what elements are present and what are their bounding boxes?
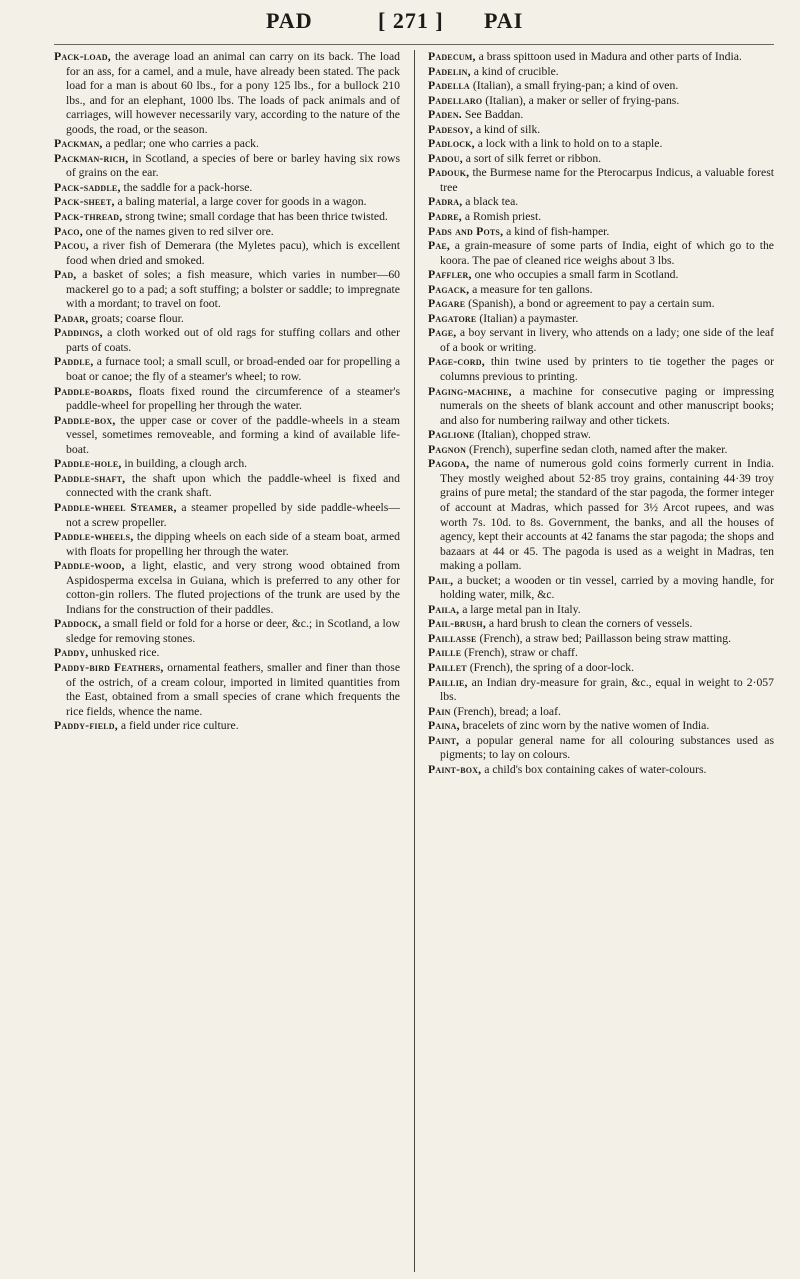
dictionary-entry	[54, 501, 400, 530]
entry-definition: a hard brush to clean the corners of vessels.	[488, 617, 693, 631]
entry-headword: Paina,	[428, 719, 460, 733]
entry-headword: Padar,	[54, 311, 89, 325]
entry-headword: Pain	[428, 704, 451, 718]
entry-headword: Paddle-wheels,	[54, 530, 134, 544]
dictionary-entry	[54, 414, 400, 458]
entry-headword: Page-cord,	[428, 355, 485, 369]
entry-definition: (French), the spring of a door-lock.	[469, 660, 635, 674]
entry-headword: Paging-machine,	[428, 384, 512, 398]
entry-definition: strong twine; small cordage that has been thrice twisted.	[125, 210, 388, 224]
entry-headword: Paila,	[428, 602, 460, 616]
entry-headword: Pack-load,	[54, 50, 111, 63]
entry-definition: the dipping wheels on each side of a steam boat, armed with floats for propelling her through the water.	[66, 530, 400, 558]
entry-headword: Pack-thread,	[54, 210, 123, 224]
entry-headword: Padellaro	[428, 93, 483, 107]
entry-headword: Paddy-bird Feathers,	[54, 660, 164, 674]
entry-definition: a kind of crucible.	[473, 64, 559, 78]
dictionary-entry	[428, 646, 774, 661]
entry-definition: ornamental feathers, smaller and finer than those of the ostrich, of a cream colour, imported in limited quantities from the East, obtained from a small species of crane which frequents the rice fields, whence the name.	[66, 660, 400, 718]
entry-definition: a large metal pan in Italy.	[462, 602, 581, 616]
dictionary-entry	[54, 661, 400, 719]
entry-definition: a small field or fold for a horse or deer, &c.; in Scotland, a low sledge for removing stones.	[66, 617, 400, 645]
dictionary-entry	[54, 646, 400, 661]
right-column	[428, 50, 774, 1272]
header-rule	[54, 44, 774, 45]
entry-definition: the saddle for a pack-horse.	[123, 180, 253, 194]
dictionary-entry	[428, 65, 774, 80]
entry-headword: Paddle-box,	[54, 413, 116, 427]
dictionary-entry	[428, 734, 774, 763]
entry-definition: a pedlar; one who carries a pack.	[105, 137, 259, 151]
entry-headword: Paddle-wheel Steamer,	[54, 500, 177, 514]
dictionary-entry	[428, 326, 774, 355]
entry-headword: Padre,	[428, 210, 462, 224]
entry-headword: Page,	[428, 326, 457, 340]
dictionary-entry	[54, 152, 400, 181]
entry-headword: Packman-rich,	[54, 151, 129, 165]
entry-headword: Paint,	[428, 733, 460, 747]
dictionary-entry	[428, 428, 774, 443]
dictionary-entry	[54, 268, 400, 312]
entry-definition: a kind of fish-hamper.	[506, 224, 610, 238]
entry-definition: a sort of silk ferret or ribbon.	[465, 151, 602, 165]
entry-definition: a baling material, a large cover for goods in a wagon.	[117, 195, 367, 209]
entry-definition: an Indian dry-measure for grain, &c., equal in weight to 2·057 lbs.	[440, 675, 774, 704]
entry-headword: Paint-box,	[428, 762, 482, 776]
header-left-guideword: PAD	[266, 8, 313, 33]
dictionary-entry	[428, 676, 774, 705]
entry-definition: a kind of silk.	[475, 122, 541, 136]
entry-definition: (French), bread; a loaf.	[453, 704, 561, 718]
entry-headword: Pads and Pots,	[428, 224, 504, 238]
entry-definition: floats fixed round the circumference of a steamer's paddle-wheel for propelling her through the water.	[66, 384, 400, 413]
entry-definition: a boy servant in livery, who attends on a lady; one side of the leaf of a book or writing.	[440, 326, 774, 354]
entry-headword: Padesoy,	[428, 122, 474, 136]
dictionary-entry	[428, 705, 774, 720]
entry-definition: See Baddan.	[464, 108, 524, 122]
entry-headword: Padou,	[428, 151, 463, 165]
entry-definition: unhusked rice.	[91, 646, 160, 660]
entry-definition: a brass spittoon used in Madura and other parts of India.	[478, 50, 742, 63]
dictionary-entry	[428, 166, 774, 195]
dictionary-entry	[428, 79, 774, 94]
entry-headword: Pack-saddle,	[54, 180, 121, 194]
entry-headword: Pail-brush,	[428, 617, 486, 631]
entry-definition: (French), straw or chaff.	[464, 646, 578, 660]
dictionary-entry	[428, 123, 774, 138]
page-number: [ 271 ]	[378, 8, 444, 33]
entry-headword: Paddle-boards,	[54, 384, 133, 398]
entry-definition: (Italian), a small frying-pan; a kind of oven.	[472, 79, 679, 93]
dictionary-entry	[54, 719, 400, 734]
entry-definition: a furnace tool; a small scull, or broad-ended oar for propelling a boat or canoe; the fly of a steamer's wheel; to row.	[66, 355, 400, 384]
dictionary-entry	[428, 50, 774, 65]
dictionary-entry	[54, 137, 400, 152]
entry-headword: Paco,	[54, 224, 83, 238]
entry-headword: Paddy-field,	[54, 719, 118, 733]
dictionary-entry	[428, 574, 774, 603]
entry-definition: (Italian), chopped straw.	[477, 428, 591, 442]
dictionary-entry	[54, 326, 400, 355]
entry-definition: a river fish of Demerara (the Myletes pacu), which is excellent food when dried and smoked.	[66, 239, 400, 267]
entry-definition: (French), a straw bed; Paillasson being straw matting.	[479, 631, 731, 645]
entry-definition: one of the names given to red silver ore.	[85, 224, 274, 238]
entry-headword: Pagoda,	[428, 457, 470, 471]
entry-headword: Pagnon	[428, 442, 467, 456]
entry-headword: Paille	[428, 646, 462, 660]
dictionary-entry	[428, 632, 774, 647]
dictionary-entry	[428, 617, 774, 632]
dictionary-entry	[428, 283, 774, 298]
dictionary-entry	[428, 108, 774, 123]
dictionary-entry	[54, 355, 400, 384]
entry-headword: Paillet	[428, 660, 467, 674]
dictionary-entry	[428, 225, 774, 240]
entry-definition: a grain-measure of some parts of India, eight of which go to the koora. The pae of cleaned rice weighs about 3 lbs.	[440, 239, 774, 267]
entry-headword: Padecum,	[428, 50, 476, 63]
entry-headword: Paddle-wood,	[54, 559, 125, 573]
dictionary-entry	[54, 472, 400, 501]
entry-definition: a popular general name for all colouring substances used as pigments; to lay on colours.	[440, 733, 774, 762]
entry-definition: a bucket; a wooden or tin vessel, carried by a moving handle, for holding water, milk, &c.	[440, 573, 774, 602]
entry-definition: a child's box containing cakes of water-colours.	[484, 762, 707, 776]
entry-headword: Pad,	[54, 268, 77, 282]
entry-headword: Packman,	[54, 137, 103, 151]
left-column	[54, 50, 400, 1272]
entry-headword: Pagare	[428, 297, 466, 311]
entry-headword: Padelin,	[428, 64, 471, 78]
entry-headword: Padouk,	[428, 166, 470, 180]
entry-headword: Pail,	[428, 573, 454, 587]
entry-headword: Paden.	[428, 108, 462, 122]
dictionary-entry	[54, 210, 400, 225]
dictionary-entry	[428, 152, 774, 167]
entry-headword: Padella	[428, 79, 470, 93]
dictionary-entry	[428, 297, 774, 312]
dictionary-entry	[428, 719, 774, 734]
entry-headword: Padra,	[428, 195, 463, 209]
entry-definition: a Romish priest.	[464, 210, 542, 224]
entry-headword: Paddle-hole,	[54, 457, 122, 471]
entry-definition: in building, a clough arch.	[124, 457, 248, 471]
dictionary-entry	[54, 50, 400, 137]
entry-definition: the shaft upon which the paddle-wheel is fixed and connected with the crank shaft.	[66, 471, 400, 500]
entry-definition: a lock with a link to hold on to a staple.	[477, 137, 663, 151]
entry-headword: Pae,	[428, 239, 450, 253]
dictionary-entry	[428, 268, 774, 283]
entry-headword: Paillasse	[428, 631, 477, 645]
entry-definition: the name of numerous gold coins formerly current in India. They mostly weighed about 52·85 troy grains, containing 44·39 troy grains of pure metal; the standard of the star pagoda, the former integer of account at Madras, which passed for 3½ Arcot rupees, and was worth 7s. 10d. to 8s. Government, the banks, and all the houses of agency, kept their accounts at 42 fanams the star pagoda; the shops and bazaars at 44 or 45. The pagoda is used as a weight in Madras, ten making a pollam.	[440, 457, 774, 573]
entry-headword: Pagack,	[428, 282, 470, 296]
entry-headword: Paffler,	[428, 268, 472, 282]
dictionary-entry	[54, 457, 400, 472]
dictionary-entry	[54, 312, 400, 327]
dictionary-entry	[428, 94, 774, 109]
entry-headword: Paddle-shaft,	[54, 471, 126, 485]
column-divider	[414, 50, 415, 1272]
dictionary-entry	[54, 559, 400, 617]
dictionary-entry	[428, 603, 774, 618]
dictionary-entry	[428, 137, 774, 152]
entry-definition: a machine for consecutive paging or impressing numerals on the sheets of blank account and other manuscript books; and also for numbering railway and other tickets.	[440, 384, 774, 427]
entry-headword: Pack-sheet,	[54, 195, 115, 209]
entry-definition: bracelets of zinc worn by the native women of India.	[462, 719, 710, 733]
dictionary-entry	[54, 239, 400, 268]
entry-definition: a black tea.	[465, 195, 519, 209]
entry-headword: Paddock,	[54, 617, 102, 631]
dictionary-entry	[54, 181, 400, 196]
entry-definition: a basket of soles; a fish measure, which varies in number—60 mackerel go to a pad; a soft stuffing; a bolster or saddle; to impregnate with a mordant; to travel on foot.	[66, 268, 400, 311]
dictionary-entry	[428, 763, 774, 778]
entry-headword: Pagatore	[428, 311, 477, 325]
entry-definition: the average load an animal can carry on its back. The load for an ass, for a camel, and a mule, have already been stated. The pack load for a man is about 60 lbs., for a pony 125 lbs., for a bullock 210 lbs., and for an elephant, 1000 lbs. The loads of pack animals and of carriages, will however necessarily vary, according to the nature of the goods, the road, or the season.	[66, 50, 400, 136]
dictionary-entry	[428, 385, 774, 429]
entry-definition: a measure for ten gallons.	[472, 282, 593, 296]
dictionary-entry	[54, 385, 400, 414]
page-header	[0, 6, 800, 40]
entry-definition: in Scotland, a species of bere or barley having six rows of grains on the ear.	[66, 151, 400, 180]
entry-definition: (French), superfine sedan cloth, named after the maker.	[469, 442, 728, 456]
dictionary-entry	[54, 530, 400, 559]
entry-definition: the upper case or cover of the paddle-wheels in a steam vessel, sometimes removeable, and forming a kind of available life-boat.	[66, 413, 400, 456]
dictionary-entry	[428, 312, 774, 327]
header-right-guideword: PAI	[484, 8, 524, 33]
dictionary-entry	[428, 661, 774, 676]
dictionary-entry	[428, 239, 774, 268]
entry-headword: Paillie,	[428, 675, 468, 689]
entry-headword: Pacou,	[54, 239, 89, 253]
entry-definition: (Italian), a maker or seller of frying-pans.	[485, 93, 680, 107]
entry-definition: one who occupies a small farm in Scotland.	[474, 268, 679, 282]
dictionary-entry	[428, 355, 774, 384]
dictionary-entry	[54, 617, 400, 646]
dictionary-entry	[54, 195, 400, 210]
entry-headword: Paddle,	[54, 355, 94, 369]
dictionary-entry	[428, 195, 774, 210]
entry-headword: Padlock,	[428, 137, 475, 151]
entry-headword: Paddy,	[54, 646, 89, 660]
dictionary-entry	[428, 457, 774, 573]
entry-headword: Paglione	[428, 428, 475, 442]
entry-headword: Paddings,	[54, 326, 103, 340]
entry-definition: the Burmese name for the Pterocarpus Indicus, a valuable forest tree	[440, 166, 774, 194]
dictionary-entry	[54, 225, 400, 240]
dictionary-entry	[428, 443, 774, 458]
entry-definition: (Spanish), a bond or agreement to pay a certain sum.	[468, 297, 715, 311]
entry-definition: groats; coarse flour.	[91, 311, 184, 325]
entry-definition: a steamer propelled by side paddle-wheels—not a screw propeller.	[66, 500, 400, 529]
entry-definition: (Italian) a paymaster.	[479, 311, 579, 325]
dictionary-entry	[428, 210, 774, 225]
entry-definition: thin twine used by printers to tie together the pages or columns previous to printing.	[440, 355, 774, 384]
entry-definition: a cloth worked out of old rags for stuffing collars and other parts of coats.	[66, 326, 400, 354]
entry-definition: a field under rice culture.	[120, 719, 239, 733]
entry-definition: a light, elastic, and very strong wood obtained from Aspidosperma excelsa in Guiana, which is preferred to any other for cotton-gin rollers. The fluted projections of the trunk are used by the Indians for the construction of their paddles.	[66, 559, 400, 616]
